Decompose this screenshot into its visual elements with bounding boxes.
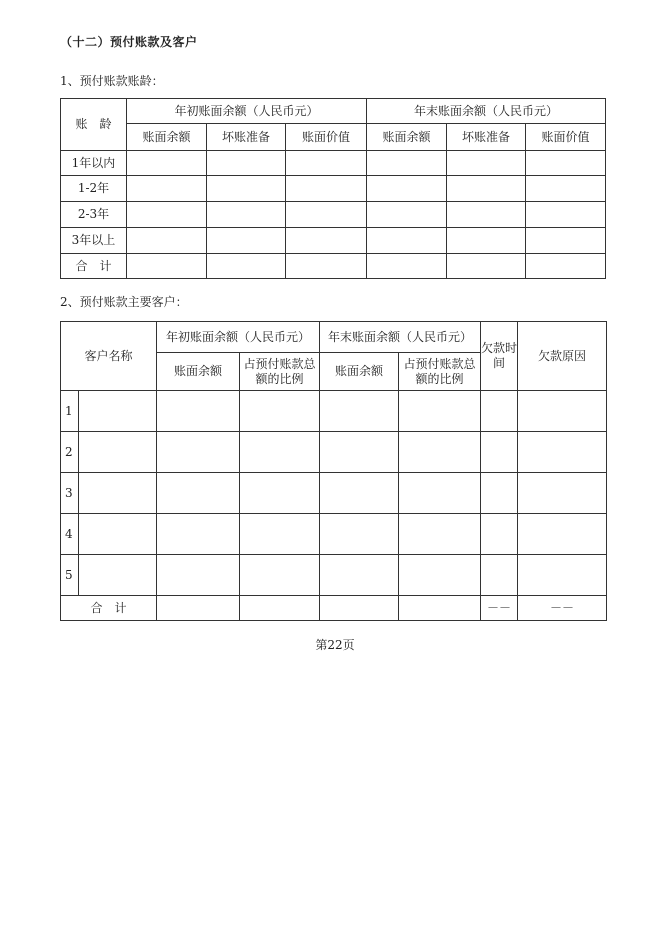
row-number: 5 xyxy=(61,555,79,596)
table-cell xyxy=(320,596,399,621)
customers-col-header-balance: 账面余额 xyxy=(157,353,240,391)
table-cell xyxy=(286,176,367,202)
table-cell xyxy=(207,228,286,254)
table-row xyxy=(61,555,607,596)
aging-col-header: 账面价值 xyxy=(526,124,606,151)
table-cell xyxy=(399,391,481,432)
table-cell xyxy=(447,228,526,254)
aging-row-label: 1年以内 xyxy=(61,151,127,176)
table-cell xyxy=(240,473,320,514)
table-cell xyxy=(518,473,607,514)
table-cell xyxy=(481,391,518,432)
page-number: 第22页 xyxy=(315,638,355,652)
table-cell xyxy=(79,514,157,555)
customers-total-time: －－ xyxy=(481,596,518,621)
customers-col-header-time: 欠款时间 xyxy=(481,322,518,391)
table-cell xyxy=(79,391,157,432)
table-cell xyxy=(207,151,286,176)
row-number: 1 xyxy=(61,391,79,432)
table-cell xyxy=(320,555,399,596)
aging-row-label: 1-2年 xyxy=(61,176,127,202)
table-cell xyxy=(240,432,320,473)
aging-col-header: 坏账准备 xyxy=(447,124,526,151)
table-cell xyxy=(127,228,207,254)
table-cell xyxy=(286,202,367,228)
table-cell xyxy=(447,202,526,228)
table-cell xyxy=(481,473,518,514)
table-cell xyxy=(240,514,320,555)
customers-col-header-reason: 欠款原因 xyxy=(518,322,607,391)
customers-total-reason: －－ xyxy=(518,596,607,621)
customers-group-header-end: 年末账面余额（人民币元） xyxy=(320,322,481,353)
table-row-total xyxy=(61,254,606,279)
aging-row-label: 3年以上 xyxy=(61,228,127,254)
row-number: 3 xyxy=(61,473,79,514)
customers-col-header-ratio: 占预付账款总额的比例 xyxy=(240,353,320,391)
table-cell xyxy=(207,254,286,279)
table-cell xyxy=(367,176,447,202)
table-cell xyxy=(127,151,207,176)
table-cell xyxy=(240,596,320,621)
customers-total-label: 合 计 xyxy=(61,596,157,621)
table-cell xyxy=(447,176,526,202)
table-cell xyxy=(367,254,447,279)
table-row xyxy=(61,151,606,176)
section-title: （十二）预付账款及客户 xyxy=(60,35,198,49)
table-cell xyxy=(518,432,607,473)
table-cell xyxy=(399,473,481,514)
table-cell xyxy=(157,391,240,432)
table-cell xyxy=(240,391,320,432)
table-cell xyxy=(518,555,607,596)
aging-total-label: 合 计 xyxy=(61,254,127,279)
table-cell xyxy=(518,391,607,432)
aging-col-header: 坏账准备 xyxy=(207,124,286,151)
table-cell xyxy=(367,228,447,254)
aging-col-header: 账面余额 xyxy=(127,124,207,151)
table-cell xyxy=(399,514,481,555)
table-cell xyxy=(157,432,240,473)
table-cell xyxy=(481,514,518,555)
table-cell xyxy=(320,514,399,555)
table-cell xyxy=(399,432,481,473)
aging-table xyxy=(60,98,606,279)
table-cell xyxy=(367,202,447,228)
table-cell xyxy=(286,151,367,176)
customers-table-title: 2、预付账款主要客户： xyxy=(60,295,188,309)
aging-col-header-age: 账 龄 xyxy=(61,99,127,151)
aging-group-header-end: 年末账面余额（人民币元） xyxy=(367,99,606,124)
table-cell xyxy=(447,254,526,279)
table-cell xyxy=(207,202,286,228)
table-cell xyxy=(320,432,399,473)
customers-col-header-ratio: 占预付账款总额的比例 xyxy=(399,353,481,391)
table-row xyxy=(61,202,606,228)
table-cell xyxy=(127,254,207,279)
table-cell xyxy=(79,432,157,473)
table-cell xyxy=(320,473,399,514)
table-row xyxy=(61,432,607,473)
customers-col-header-name: 客户名称 xyxy=(61,322,157,391)
table-cell xyxy=(79,473,157,514)
table-cell xyxy=(79,555,157,596)
aging-col-header: 账面余额 xyxy=(367,124,447,151)
table-cell xyxy=(286,228,367,254)
table-cell xyxy=(518,514,607,555)
row-number: 4 xyxy=(61,514,79,555)
table-cell xyxy=(157,473,240,514)
row-number: 2 xyxy=(61,432,79,473)
table-cell xyxy=(399,555,481,596)
table-cell xyxy=(481,432,518,473)
table-row-total xyxy=(61,596,607,621)
table-cell xyxy=(447,151,526,176)
aging-row-label: 2-3年 xyxy=(61,202,127,228)
table-row xyxy=(61,228,606,254)
customers-group-header-begin: 年初账面余额（人民币元） xyxy=(157,322,320,353)
table-cell xyxy=(207,176,286,202)
table-row xyxy=(61,176,606,202)
table-cell xyxy=(526,176,606,202)
customers-col-header-balance: 账面余额 xyxy=(320,353,399,391)
aging-group-header-begin: 年初账面余额（人民币元） xyxy=(127,99,367,124)
table-cell xyxy=(157,596,240,621)
table-row xyxy=(61,391,607,432)
table-cell xyxy=(240,555,320,596)
table-cell xyxy=(399,596,481,621)
table-cell xyxy=(367,151,447,176)
table-cell xyxy=(286,254,367,279)
table-cell xyxy=(320,391,399,432)
table-cell xyxy=(526,151,606,176)
customers-table xyxy=(60,321,607,621)
table-cell xyxy=(526,254,606,279)
table-cell xyxy=(127,176,207,202)
table-cell xyxy=(157,555,240,596)
table-cell xyxy=(157,514,240,555)
table-cell xyxy=(526,202,606,228)
aging-col-header: 账面价值 xyxy=(286,124,367,151)
table-cell xyxy=(127,202,207,228)
table-row xyxy=(61,514,607,555)
table-cell xyxy=(526,228,606,254)
table-cell xyxy=(481,555,518,596)
aging-table-title: 1、预付账款账龄： xyxy=(60,74,164,88)
table-row xyxy=(61,473,607,514)
